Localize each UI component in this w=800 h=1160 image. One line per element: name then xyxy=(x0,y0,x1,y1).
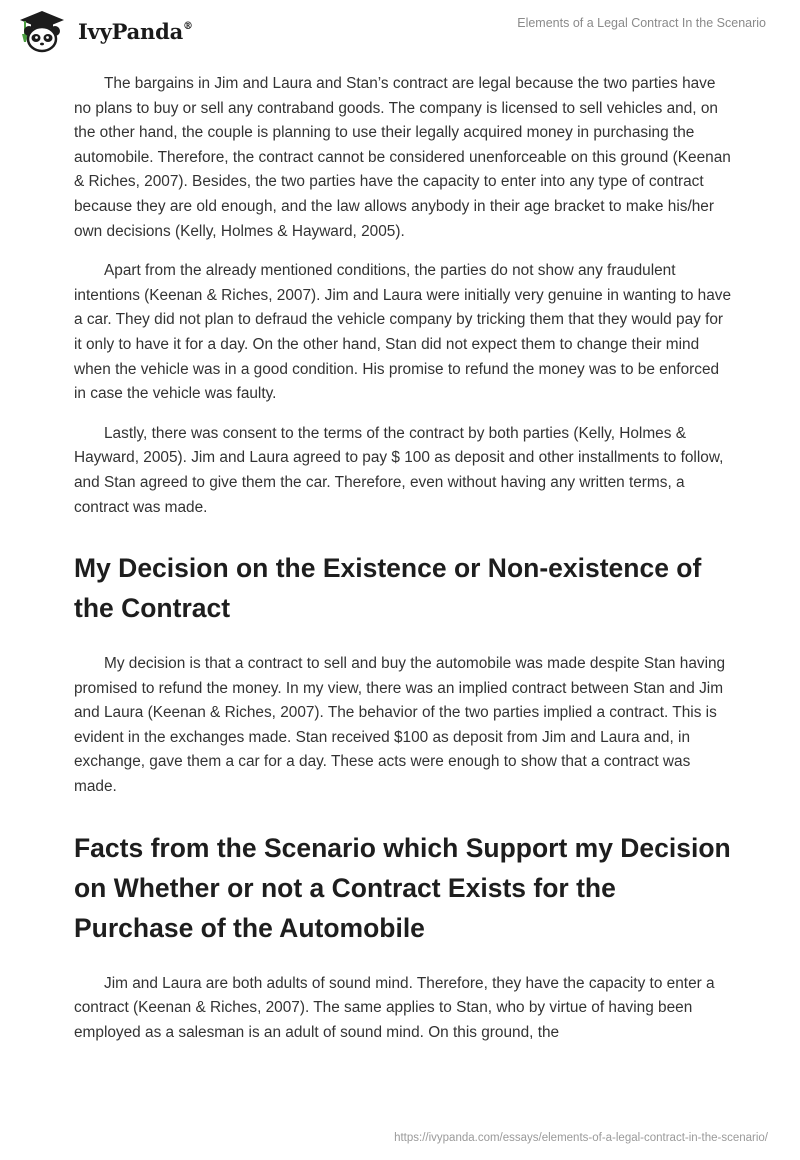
document-title: Elements of a Legal Contract In the Scenario xyxy=(517,16,766,30)
page-header xyxy=(0,0,800,70)
section-heading-decision: My Decision on the Existence or Non-existence of the Contract xyxy=(74,553,702,624)
paragraph-facts: Jim and Laura are both adults of sound mind. Therefore, they have the capacity to enter a contract (Keenan & Riches, 2007). The same applies to Stan, who by virtue of having been employed as a salesman is an adult of sound mind. On this ground, the xyxy=(74,974,715,1041)
footer-url[interactable]: https://ivypanda.com/essays/elements-of-a-legal-contract-in-the-scenario/ xyxy=(394,1132,768,1144)
brand-name: IvyPanda® xyxy=(78,18,193,44)
paragraph-decision: My decision is that a contract to sell and buy the automobile was made despite Stan having promised to refund the money. In my view, there was an implied contract between Stan and Jim and Laura (Keenan & Riches, 2007). The behavior of the two parties implied a contract. This is evident in the exchanges made. Stan received $100 as deposit from Jim and Laura and, in exchange, gave them a car for a day. These acts were enough to show that a contract was made. xyxy=(74,655,726,796)
paragraph-legality: The bargains in Jim and Laura and Stan’s contract are legal because the two parties have no plans to buy or sell any contraband goods. The company is licensed to sell vehicles and, on the other hand, the couple is planning to use their legally acquired money in purchasing the automobile. Therefore, the contract cannot be considered unenforceable on this ground (Keenan & Riches, 2007). Besides, the two parties have the capacity to enter into any type of contract because they are old enough, and the law allows anybody in their age bracket to make his/her own decisions (Kelly, Holmes & Hayward, 2005). xyxy=(74,75,731,240)
ivypanda-logo[interactable] xyxy=(14,9,193,53)
panda-graduate-icon xyxy=(14,9,70,53)
paragraph-fraud: Apart from the already mentioned conditions, the parties do not show any fraudulent intentions (Keenan & Riches, 2007). Jim and Laura were initially very genuine in wanting to have a car. They did not plan to defraud the vehicle company by tricking them that they would pay for it only to have it for a day. On the other hand, Stan did not expect them to change their mind when the vehicle was in a good condition. His promise to refund the money was to be enforced in case the vehicle was faulty. xyxy=(74,262,732,403)
section-heading-facts: Facts from the Scenario which Support my Decision on Whether or not a Contract Exists for the Purchase of the Automobile xyxy=(74,832,731,943)
paragraph-consent: Lastly, there was consent to the terms of the contract by both parties (Kelly, Holmes & Hayward, 2005). Jim and Laura agreed to pay $ 100 as deposit and other installments to follow, and Stan agreed to give them the car. Therefore, even without having any written terms, a contract was made. xyxy=(74,424,724,516)
article-body xyxy=(74,72,734,1060)
